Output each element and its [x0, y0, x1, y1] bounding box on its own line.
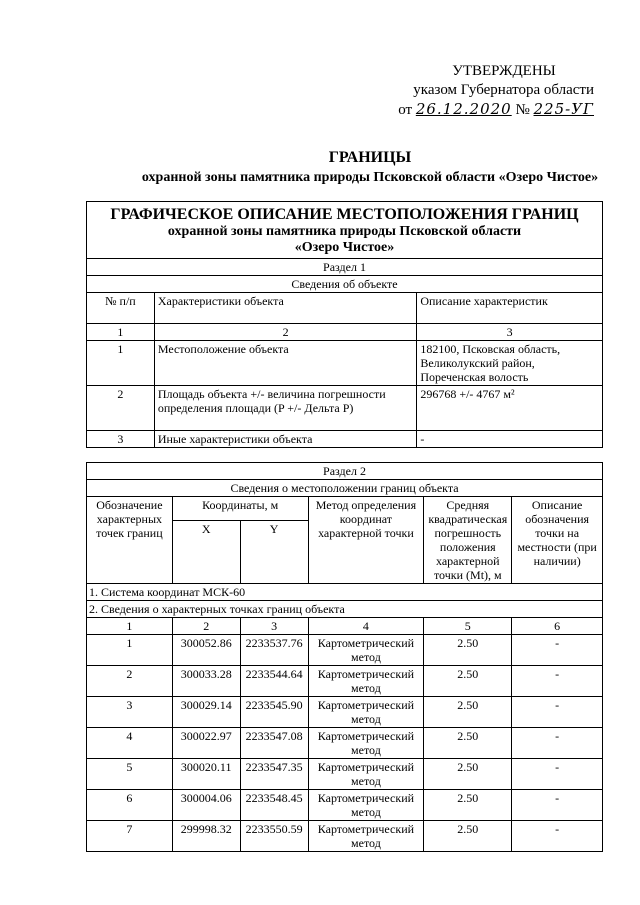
coord-x: 300033.28	[172, 666, 240, 697]
row-characteristic: Площадь объекта +/- величина погрешности определения площади (P +/- Дельта P)	[154, 386, 416, 431]
table-row	[87, 431, 603, 448]
page-subtitle: охранной зоны памятника природы Псковской области «Озеро Чистое»	[141, 170, 599, 185]
coord-y: 2233550.59	[240, 821, 308, 852]
number-sign: №	[515, 102, 530, 118]
error: 2.50	[424, 759, 512, 790]
page-title: ГРАНИЦЫ	[328, 149, 412, 166]
coord-x: 300029.14	[172, 697, 240, 728]
table-row	[87, 790, 603, 821]
description: -	[512, 790, 603, 821]
row-description: 182100, Псковская область, Великолукский район, Пореченская волость	[417, 341, 603, 386]
table2-header-row	[87, 497, 603, 521]
coord-x: 299998.32	[172, 821, 240, 852]
table-row	[87, 386, 603, 431]
table1-number-row	[87, 324, 603, 341]
col-header-y: Y	[240, 521, 308, 584]
point-id: 5	[87, 759, 173, 790]
description: -	[512, 759, 603, 790]
col-num: 4	[308, 618, 424, 635]
method: Картометрический метод	[308, 821, 424, 852]
col-header-point: Обозначение характерных точек границ	[87, 497, 173, 584]
coord-y: 2233544.64	[240, 666, 308, 697]
method: Картометрический метод	[308, 697, 424, 728]
table1-heading-2: охранной зоны памятника природы Псковской области	[167, 224, 522, 239]
col-header-characteristic: Характеристики объекта	[154, 293, 416, 324]
section1-title: Сведения об объекте	[87, 276, 603, 293]
table1-heading-3: «Озеро Чистое»	[294, 240, 395, 255]
row-num: 1	[87, 341, 155, 386]
table1-heading: ГРАФИЧЕСКОЕ ОПИСАНИЕ МЕСТОПОЛОЖЕНИЯ ГРАНИЦ	[110, 206, 579, 223]
method: Картометрический метод	[308, 728, 424, 759]
row-num: 2	[87, 386, 155, 431]
error: 2.50	[424, 821, 512, 852]
coord-y: 2233547.35	[240, 759, 308, 790]
decree-number: 225-УГ	[533, 100, 594, 118]
table-row	[87, 821, 603, 852]
error: 2.50	[424, 697, 512, 728]
table-row	[87, 341, 603, 386]
from-label: от	[398, 102, 413, 118]
description: -	[512, 666, 603, 697]
col-header-method: Метод определения координат характерной точки	[308, 497, 424, 584]
points-title: 2. Сведения о характерных точках границ объекта	[87, 601, 603, 618]
table2-number-row	[87, 618, 603, 635]
row-characteristic: Иные характеристики объекта	[154, 431, 416, 448]
method: Картометрический метод	[308, 759, 424, 790]
method: Картометрический метод	[308, 666, 424, 697]
coord-x: 300020.11	[172, 759, 240, 790]
table-row	[87, 759, 603, 790]
coord-y: 2233545.90	[240, 697, 308, 728]
row-characteristic: Местоположение объекта	[154, 341, 416, 386]
col-num: 6	[512, 618, 603, 635]
section2-label: Раздел 2	[87, 463, 603, 480]
method: Картометрический метод	[308, 790, 424, 821]
col-num: 2	[172, 618, 240, 635]
col-num: 1	[87, 618, 173, 635]
table-row	[87, 666, 603, 697]
point-id: 7	[87, 821, 173, 852]
method: Картометрический метод	[308, 635, 424, 666]
coord-y: 2233537.76	[240, 635, 308, 666]
coordinate-system: 1. Система координат МСК-60	[87, 584, 603, 601]
coord-x: 300022.97	[172, 728, 240, 759]
col-num: 5	[424, 618, 512, 635]
col-header-coords: Координаты, м	[172, 497, 308, 521]
point-id: 3	[87, 697, 173, 728]
description: -	[512, 697, 603, 728]
point-id: 6	[87, 790, 173, 821]
description: -	[512, 728, 603, 759]
coord-x: 300052.86	[172, 635, 240, 666]
decree-date: 26.12.2020	[415, 100, 512, 118]
table1-heading-row	[87, 202, 603, 259]
boundary-points-table	[86, 462, 603, 852]
row-description: 296768 +/- 4767 м²	[417, 386, 603, 431]
description: -	[512, 821, 603, 852]
row-description: -	[417, 431, 603, 448]
decree-label: указом Губернатора области	[413, 82, 594, 98]
table-row	[87, 635, 603, 666]
point-id: 2	[87, 666, 173, 697]
object-info-table	[86, 201, 603, 448]
error: 2.50	[424, 635, 512, 666]
error: 2.50	[424, 666, 512, 697]
col-num: 3	[240, 618, 308, 635]
col-header-description: Описание характеристик	[417, 293, 603, 324]
approved-label: УТВЕРЖДЕНЫ	[452, 63, 556, 79]
coord-y: 2233548.45	[240, 790, 308, 821]
table-row	[87, 697, 603, 728]
decree-date-line	[374, 100, 594, 120]
col-num: 1	[87, 324, 155, 341]
row-num: 3	[87, 431, 155, 448]
approval-block	[374, 62, 594, 120]
error: 2.50	[424, 728, 512, 759]
col-num: 3	[417, 324, 603, 341]
point-id: 4	[87, 728, 173, 759]
section2-title: Сведения о местоположении границ объекта	[87, 480, 603, 497]
section1-label: Раздел 1	[87, 259, 603, 276]
description: -	[512, 635, 603, 666]
col-header-desc: Описание обозначения точки на местности (при наличии)	[512, 497, 603, 584]
coord-y: 2233547.08	[240, 728, 308, 759]
error: 2.50	[424, 790, 512, 821]
col-header-num: № п/п	[87, 293, 155, 324]
coord-x: 300004.06	[172, 790, 240, 821]
col-header-x: X	[172, 521, 240, 584]
point-id: 1	[87, 635, 173, 666]
table1-header-row	[87, 293, 603, 324]
table-row	[87, 728, 603, 759]
col-num: 2	[154, 324, 416, 341]
col-header-error: Средняя квадратическая погрешность положения характерной точки (Мt), м	[424, 497, 512, 584]
